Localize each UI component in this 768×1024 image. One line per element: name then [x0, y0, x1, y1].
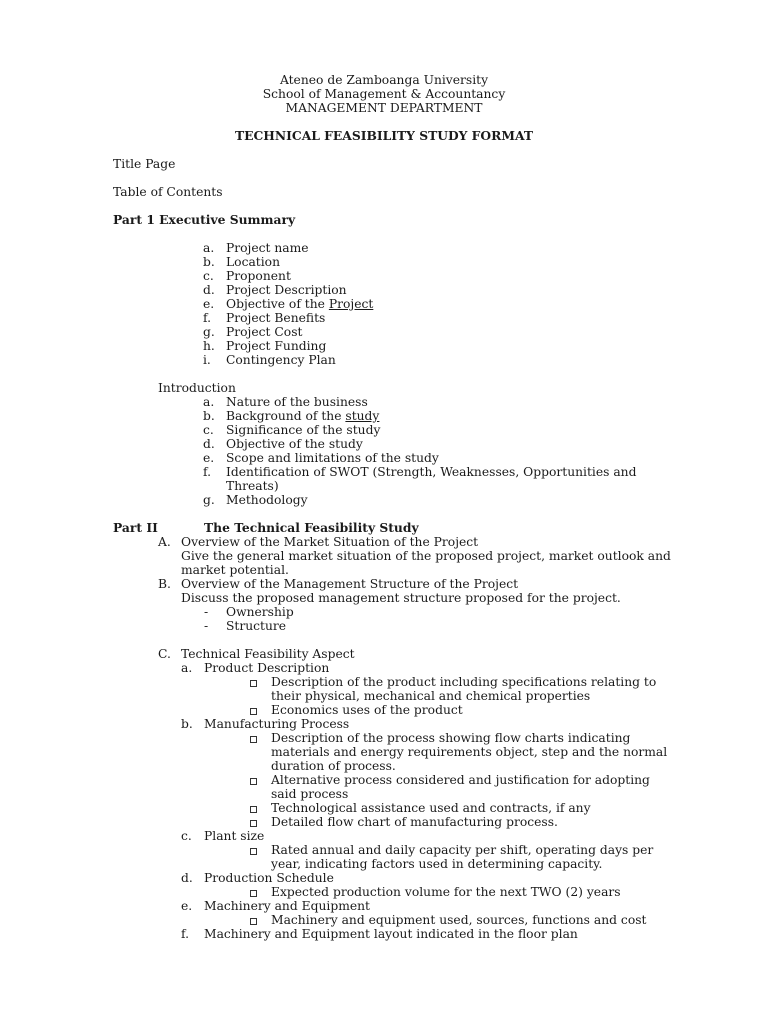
bullet-text: Description of the process showing flow charts indicating — [271, 731, 631, 745]
list-marker: d. — [181, 871, 193, 885]
section-title: Overview of the Market Situation of the Project — [181, 535, 479, 549]
list-marker: f. — [181, 927, 190, 941]
list-marker: a. — [203, 241, 215, 255]
dash-marker: - — [204, 605, 209, 619]
section-marker: C. — [158, 647, 171, 661]
university-name: Ateneo de Zamboanga University — [279, 73, 489, 87]
section-text: Give the general market situation of the proposed project, market outlook and — [181, 549, 671, 563]
list-item — [226, 409, 379, 423]
list-marker: e. — [203, 297, 215, 311]
list-marker: c. — [203, 269, 214, 283]
list-item: Ownership — [226, 605, 294, 619]
list-item: Scope and limitations of the study — [226, 451, 439, 465]
list-marker: f. — [203, 311, 212, 325]
list-marker: i. — [203, 353, 211, 367]
list-marker: a. — [181, 661, 193, 675]
list-item-continuation: Threats) — [226, 479, 279, 493]
list-marker: f. — [203, 465, 212, 479]
part2-heading: The Technical Feasibility Study — [204, 520, 419, 535]
part2-label: Part II — [113, 520, 158, 535]
bullet-text: said process — [271, 787, 349, 801]
bullet-text: Rated annual and daily capacity per shift, operating days per — [271, 843, 654, 857]
bullet-text: materials and energy requirements object, step and the normal — [271, 745, 668, 759]
part1-heading: Part 1 Executive Summary — [113, 212, 296, 227]
section-marker: A. — [158, 535, 171, 549]
square-bullet-icon — [250, 890, 257, 897]
toc-label: Table of Contents — [113, 185, 223, 199]
list-marker: b. — [203, 255, 215, 269]
list-item: Significance of the study — [226, 423, 381, 437]
bullet-text: Description of the product including specifications relating to — [271, 675, 657, 689]
list-item-text: Background of the — [226, 409, 346, 423]
subsection-title: Manufacturing Process — [204, 717, 350, 731]
project-link[interactable]: Project — [328, 297, 374, 311]
section-title: Technical Feasibility Aspect — [181, 647, 355, 661]
list-item: Project name — [226, 241, 309, 255]
list-item: Project Benefits — [226, 311, 326, 325]
square-bullet-icon — [250, 848, 257, 855]
square-bullet-icon — [250, 736, 257, 743]
list-marker: d. — [203, 283, 215, 297]
square-bullet-icon — [250, 680, 257, 687]
list-item: Project Cost — [226, 325, 303, 339]
bullet-text: Alternative process considered and justification for adopting — [271, 773, 650, 787]
section-text: market potential. — [181, 563, 289, 577]
subsection-title: Machinery and Equipment — [204, 899, 370, 913]
document-title: TECHNICAL FEASIBILITY STUDY FORMAT — [235, 128, 533, 143]
list-marker: b. — [181, 717, 193, 731]
bullet-text: their physical, mechanical and chemical properties — [271, 689, 591, 703]
section-text: Discuss the proposed management structure proposed for the project. — [181, 591, 621, 605]
introduction-heading: Introduction — [158, 381, 236, 395]
list-marker: g. — [203, 493, 215, 507]
bullet-text: Machinery and equipment used, sources, functions and cost — [271, 913, 647, 927]
list-marker: b. — [203, 409, 215, 423]
bullet-text: Expected production volume for the next TWO (2) years — [271, 885, 621, 899]
square-bullet-icon — [250, 778, 257, 785]
list-item: Objective of the study — [226, 437, 363, 451]
list-item: Nature of the business — [226, 395, 368, 409]
section-title: Overview of the Management Structure of the Project — [181, 577, 519, 591]
list-marker: g. — [203, 325, 215, 339]
square-bullet-icon — [250, 806, 257, 813]
bullet-text: Technological assistance used and contracts, if any — [271, 801, 591, 815]
bullet-text: duration of process. — [271, 759, 396, 773]
list-marker: e. — [203, 451, 215, 465]
list-marker: c. — [181, 829, 192, 843]
title-page-label: Title Page — [113, 157, 176, 171]
list-marker: a. — [203, 395, 215, 409]
list-marker: e. — [181, 899, 193, 913]
list-marker: d. — [203, 437, 215, 451]
list-item — [226, 297, 373, 311]
list-marker: h. — [203, 339, 215, 353]
list-item: Location — [226, 255, 280, 269]
square-bullet-icon — [250, 820, 257, 827]
bullet-text: Detailed flow chart of manufacturing process. — [271, 815, 558, 829]
subsection-title: Plant size — [204, 829, 265, 843]
list-item: Contingency Plan — [226, 353, 336, 367]
list-item: Identification of SWOT (Strength, Weaknesses, Opportunities and — [226, 465, 637, 479]
bullet-text: year, indicating factors used in determining capacity. — [271, 857, 603, 871]
list-item: Structure — [226, 619, 287, 633]
list-item: Project Funding — [226, 339, 327, 353]
list-marker: c. — [203, 423, 214, 437]
square-bullet-icon — [250, 918, 257, 925]
study-link[interactable]: study — [345, 409, 380, 423]
school-name: School of Management & Accountancy — [262, 87, 506, 101]
department-name: MANAGEMENT DEPARTMENT — [285, 101, 483, 115]
section-marker: B. — [158, 577, 171, 591]
subsection-title: Production Schedule — [204, 871, 334, 885]
list-item-text: Objective of the — [226, 297, 329, 311]
bullet-text: Economics uses of the product — [271, 703, 463, 717]
list-item: Project Description — [226, 283, 347, 297]
dash-marker: - — [204, 619, 209, 633]
subsection-title: Product Description — [204, 661, 330, 675]
list-item: Methodology — [226, 493, 308, 507]
square-bullet-icon — [250, 708, 257, 715]
list-item: Proponent — [226, 269, 291, 283]
subsection-title: Machinery and Equipment layout indicated in the floor plan — [204, 927, 578, 941]
